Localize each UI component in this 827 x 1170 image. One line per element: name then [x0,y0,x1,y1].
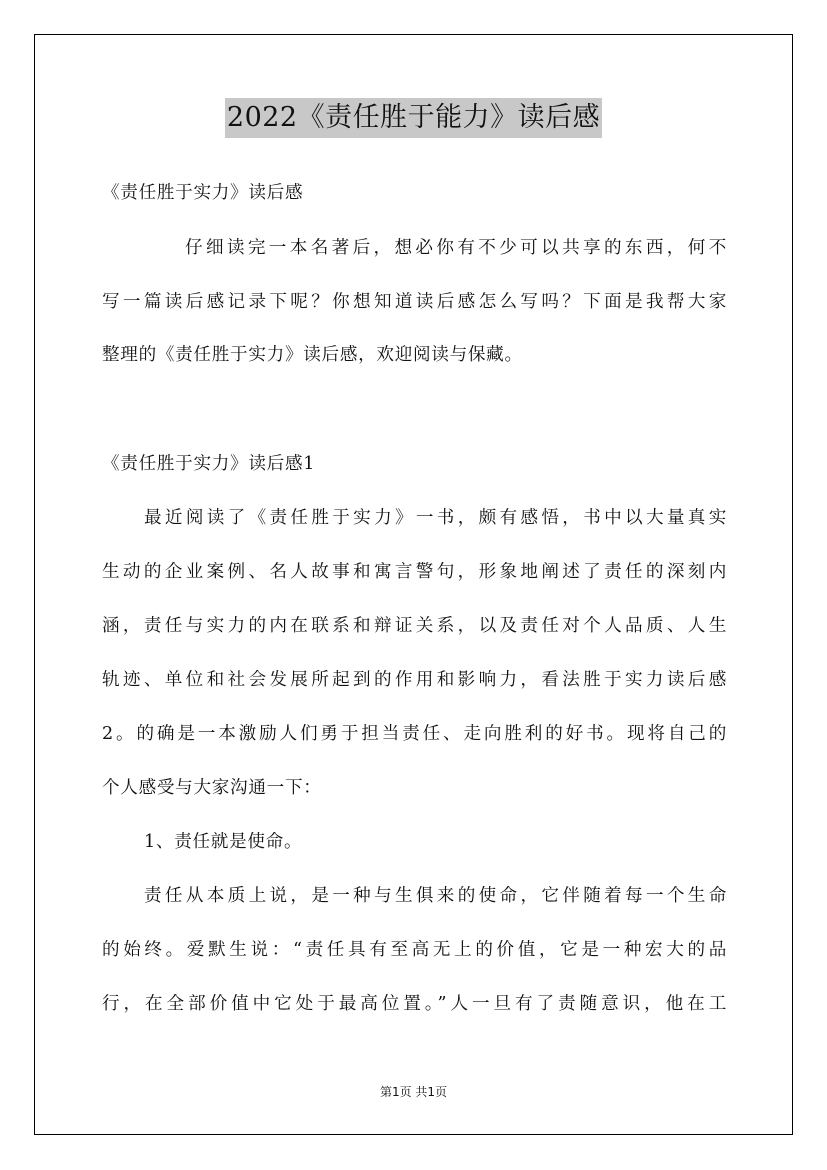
paragraph-line: 生动的企业案例、名人故事和寓言警句，形象地阐述了责任的深刻内 [102,562,727,582]
paragraph-line: 轨迹、单位和社会发展所起到的作用和影响力，看法胜于实力读后感 [102,670,727,690]
paragraph-line: 涵，责任与实力的内在联系和辩证关系，以及责任对个人品质、人生 [102,616,727,636]
paragraph-line: 最近阅读了《责任胜于实力》一书，颇有感悟，书中以大量真实 [144,508,727,528]
document-title: 2022《责任胜于能力》读后感 [225,98,602,138]
paragraph-line: 责任从本质上说，是一种与生俱来的使命，它伴随着每一个生命 [144,886,727,906]
paragraph-line: 整理的《责任胜于实力》读后感，欢迎阅读与保藏。 [102,345,523,365]
paragraph-line: 个人感受与大家沟通一下： [102,778,322,798]
paragraph-line: 的始终。爱默生说：“责任具有至高无上的价值，它是一种宏大的品 [102,940,727,960]
paragraph-line: 行，在全部价值中它处于最高位置。”人一旦有了责随意识，他在工 [102,994,727,1014]
list-item: 1、责任就是使命。 [144,832,303,852]
page-footer: 第1页 共1页 [379,1085,448,1099]
section-heading: 《责任胜于实力》读后感1 [102,454,316,474]
paragraph-line: 写一篇读后感记录下呢？你想知道读后感怎么写吗？下面是我帮大家 [102,292,727,312]
paragraph-line: 仔细读完一本名著后，想必你有不少可以共享的东西，何不 [185,238,727,258]
section-heading: 《责任胜于实力》读后感 [102,183,304,203]
paragraph-line: 2。的确是一本激励人们勇于担当责任、走向胜利的好书。现将自己的 [102,724,727,744]
title-container [0,98,827,138]
